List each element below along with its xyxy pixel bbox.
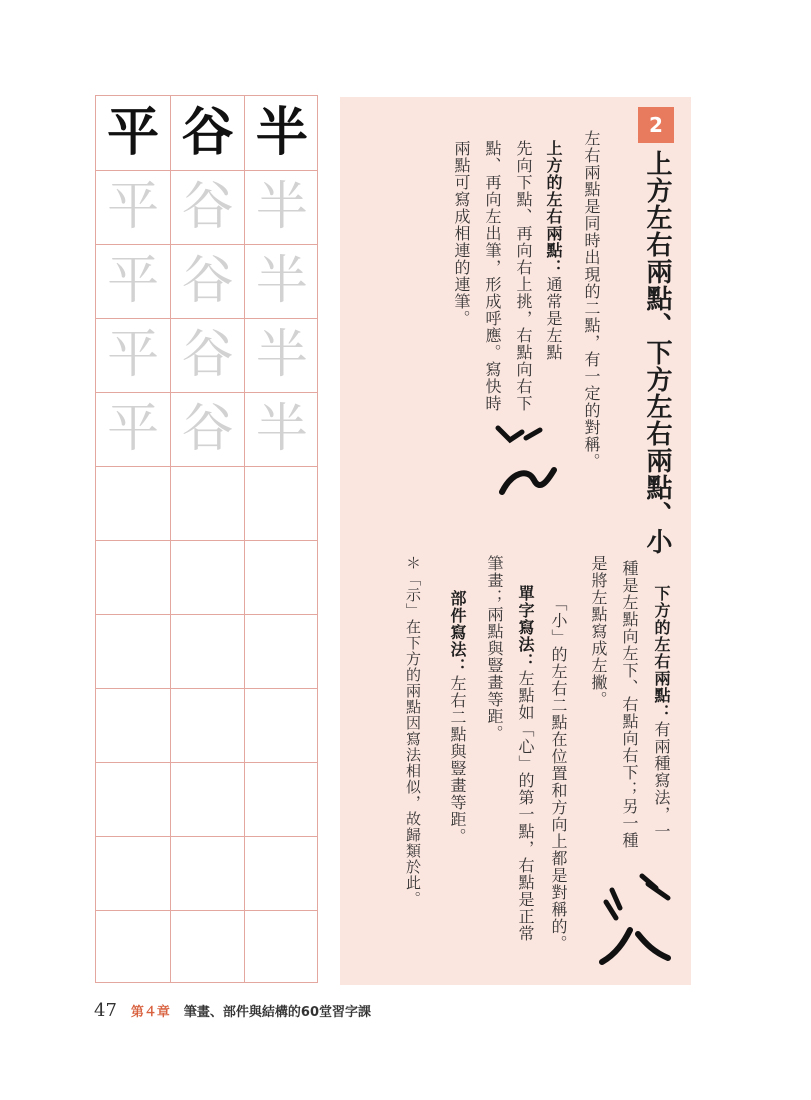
- grid-row-line: [96, 836, 317, 837]
- trace-character: 平: [107, 399, 160, 459]
- lower-dots-line-2: 種是左點向左下、右點向右下；另一種: [620, 560, 639, 849]
- upper-dots-line-4: 兩點可寫成相連的連筆。: [452, 140, 471, 327]
- component-text: 左右二點與豎畫等距。: [448, 675, 467, 845]
- trace-character: 谷: [181, 399, 234, 459]
- grid-row-line: [96, 614, 317, 615]
- page-number: 47: [94, 1000, 117, 1021]
- trace-character: 平: [107, 177, 160, 237]
- upper-dots-text-1: 通常是左點: [544, 276, 563, 361]
- chapter-title: 筆畫、部件與結構的60堂習字課: [183, 1005, 372, 1020]
- upper-dots-line-1: [540, 140, 566, 361]
- component-heading: 部件寫法：: [448, 590, 467, 675]
- trace-character: 平: [107, 251, 160, 311]
- section-title: 上方左右兩點、下方左右兩點、小: [642, 150, 672, 555]
- grid-row-line: [96, 762, 317, 763]
- connected-dots-stroke: [498, 428, 540, 440]
- chapter-label: 第４章: [130, 1005, 170, 1020]
- single-char-text-1: 左點如「心」的第一點，右點是正常: [516, 670, 535, 942]
- upper-dots-line-3: 點、再向左出筆，形成呼應。寫快時: [483, 140, 502, 412]
- upper-dots-example-figure: [488, 410, 568, 520]
- model-character: 半: [255, 102, 308, 163]
- xiao-description: 「小」的左右二點在位置和方向上都是對稱的。: [549, 595, 568, 952]
- lower-dots-example-figure: [588, 862, 673, 972]
- lower-right-stroke: [642, 876, 668, 898]
- single-char-line-1: [512, 585, 538, 942]
- trace-character: 半: [255, 399, 308, 459]
- model-character: 谷: [181, 102, 234, 163]
- linked-dots-stroke: [502, 470, 554, 492]
- lower-pie-stroke: [602, 930, 668, 962]
- intro-text: 左右兩點是同時出現的二點，有一定的對稱。: [582, 130, 601, 470]
- trace-character: 半: [255, 251, 308, 311]
- practice-grid: [95, 95, 318, 983]
- lower-dots-line-3: 是將左點寫成左撇。: [589, 555, 608, 708]
- upper-dots-line-2: 先向下點、再向右上挑，右點向右下: [514, 140, 533, 412]
- trace-character: 谷: [181, 251, 234, 311]
- model-character: 平: [107, 102, 160, 163]
- trace-character: 平: [107, 325, 160, 385]
- single-char-line-2: 筆畫；兩點與豎畫等距。: [485, 555, 504, 742]
- lower-dots-line-1: [648, 585, 674, 840]
- upper-dots-heading: 上方的左右兩點：: [544, 140, 563, 276]
- single-char-heading: 單字寫法：: [516, 585, 535, 670]
- page-footer: [94, 1000, 371, 1024]
- component-line: [444, 590, 470, 845]
- trace-character: 半: [255, 325, 308, 385]
- footnote: ＊「示」在下方的兩點因寫法相似，故歸類於此。: [404, 555, 422, 907]
- grid-row-line: [96, 540, 317, 541]
- trace-character: 半: [255, 177, 308, 237]
- lower-left-stroke: [606, 890, 620, 918]
- section-number-badge: 2: [638, 107, 674, 143]
- lower-dots-heading: 下方的左右兩點：: [652, 585, 671, 721]
- grid-row-line: [96, 910, 317, 911]
- lower-dots-text-1: 有兩種寫法，一: [652, 721, 671, 840]
- trace-character: 谷: [181, 177, 234, 237]
- grid-row-line: [96, 688, 317, 689]
- trace-character: 谷: [181, 325, 234, 385]
